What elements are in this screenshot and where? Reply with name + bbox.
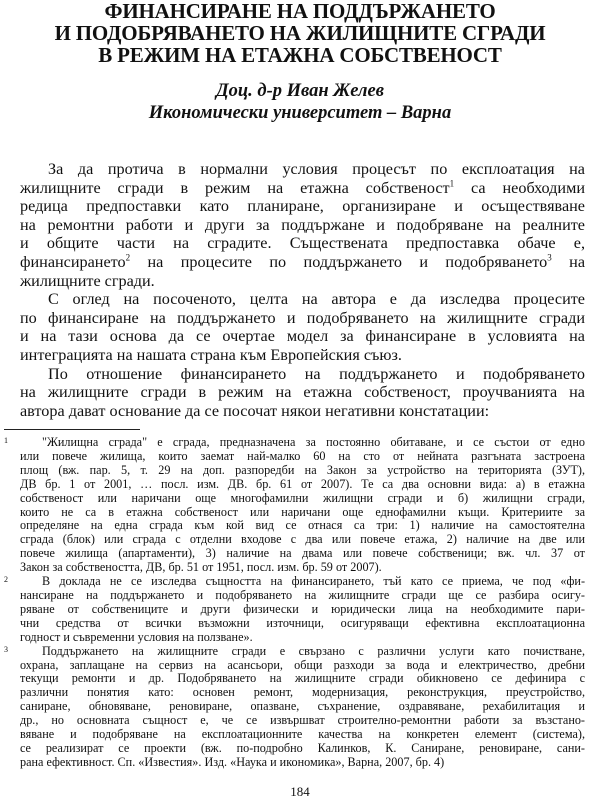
text-line: на ремонтни работи и други за поддържане и подобряване на реалните xyxy=(20,215,585,234)
footnote-line: които не са в етажна собственост или наричани още еднофамилни къщи. Критериите за xyxy=(20,504,585,519)
footnote-ref: 3 xyxy=(547,252,552,263)
text-fragment: на xyxy=(569,252,586,271)
footnote-number: 2 xyxy=(4,575,8,585)
title-line: В РЕЖИМ НА ЕТАЖНА СОБСТВЕНОСТ xyxy=(98,43,502,67)
text-fragment: жилищните сгради в режим на етажна собственост xyxy=(20,178,450,197)
text-line: По отношение финансирането на поддържането и подобряването xyxy=(48,364,585,383)
footnote-line: вяване и подобряване на експлоатационните качества на конкретен елемент (система), xyxy=(20,727,585,742)
footnote-line: повече жилища (апартаменти), 3) наличие на двама или повече собственици; вж. чл. 37 от xyxy=(20,546,585,561)
author-block xyxy=(0,80,600,124)
footnote-line: текущи ремонти и др. Подобряването на жилищните сгради обикновено се дефинира с xyxy=(20,671,585,686)
footnote-line: рана ефективност. Сп. «Известия». Изд. «Наука и икономика», Варна, 2007, бр. 4) xyxy=(20,754,445,769)
footnote-line: др., но основната същност е, че се извършват строително-ремонтни работи за възстано- xyxy=(20,713,585,728)
text-fragment: на процесите по поддържането и подобряването xyxy=(147,252,548,271)
text-line xyxy=(20,253,585,272)
footnote-line: или повече жилища, които заемат най-малко 60 на сто от нейната разгъната застроена xyxy=(20,448,585,463)
footnote-ref: 1 xyxy=(449,178,455,189)
text-line xyxy=(20,179,585,198)
title-line: И ПОДОБРЯВАНЕТО НА ЖИЛИЩНИТЕ СГРАДИ xyxy=(54,21,546,45)
text-line: жилищните сгради. xyxy=(20,271,155,290)
footnote-line: сграда (блок) или сграда с отделни входове с два или повече етажа, 2) наличие на две или xyxy=(20,532,585,547)
text-line: по финансиране на поддържането и подобряването на жилищните сгради xyxy=(20,308,585,327)
author-affiliation: Икономически университет – Варна xyxy=(148,103,452,123)
footnote-line: ДВ бр. 1 от 2001, … посл. изм. ДВ. бр. 61 от 2007). Те са два основни вида: а) в етажна xyxy=(20,476,585,491)
footnote-ref: 2 xyxy=(125,252,131,263)
paper-title xyxy=(14,0,586,66)
footnote-line: площ (вж. пар. 5, т. 29 на доп. разпоредби на Закон за устройство на територията (ЗУТ), xyxy=(20,462,585,477)
footnote-line: собственост или наричани още многофамилни жилищни сгради и б) жилищни сгради, xyxy=(20,490,585,505)
footnote-line: охрана, заплащане на сервиз на асансьори, общи разходи за вода и електричество, дребни xyxy=(20,657,585,672)
footnote-number: 1 xyxy=(4,436,8,445)
footnote-line: нансиране на поддържането и подобряването на жилищните сгради ще се разбира осигу- xyxy=(20,587,585,602)
footnote-line: ряване от собствениците и други физически и юридически лица на необходимите пари- xyxy=(20,601,585,616)
text-line: на жилищните сгради в режим на етажна собственост, проучванията на xyxy=(20,383,585,402)
paragraph xyxy=(20,290,585,364)
text-line: и на тази основа да се очертае модел за финансиране в условията на xyxy=(20,327,585,346)
text-line: С оглед на посоченото, целта на автора е да изследва процесите xyxy=(48,290,585,309)
footnote xyxy=(0,436,585,575)
footnotes xyxy=(0,436,585,770)
footnote-line: се реализират се проекти (вж. по-подробно Калинков, К. Саниране, реновиране, сани- xyxy=(20,740,585,755)
footnote-line: саниране, обновяване, реновиране, опазване, съхранение, оздравяване, рехабилитация и xyxy=(20,699,585,714)
footnote-line: чни средства от всички възможни източници, осигуряващи ефективна експлоатационна xyxy=(20,615,585,630)
title-line: ФИНАНСИРАНЕ НА ПОДДЪРЖАНЕТО xyxy=(104,0,496,23)
text-line: редица предпоставки като планиране, организиране и осъществяване xyxy=(20,197,585,216)
footnote-line: различни понятия като: основен ремонт, модернизация, реконструкция, преустройство, xyxy=(20,685,585,700)
footnote-line: В доклада не се изследва същността на финансирането, тъй като се приема, че под «фи- xyxy=(42,574,585,589)
footnote-line: годност и съвременни условия на ползване». xyxy=(20,629,253,644)
paragraph xyxy=(20,160,585,290)
footnote-line: Закон за собствеността, ДВ, бр. 51 от 1951, посл. изм. бр. 59 от 2007). xyxy=(20,560,382,575)
paragraph xyxy=(20,365,585,421)
text-line: и общите части на сградите. Съществената предпоставка обаче е, xyxy=(20,234,585,253)
footnote xyxy=(0,645,585,770)
text-line: интеграцията на нашата страна към Европейския съюз. xyxy=(20,345,402,364)
body-text xyxy=(20,160,585,420)
text-fragment: финансирането xyxy=(20,252,126,271)
footnote xyxy=(0,575,585,645)
page-number: 184 xyxy=(290,784,310,799)
text-line: За да протича в нормални условия процесът по експлоатация на xyxy=(48,160,585,178)
footnote-line: определяне на една сграда към кой вид се отнася са три: 1) наличие на самостоятелна xyxy=(20,518,585,533)
author-name: Доц. д-р Иван Желев xyxy=(215,81,385,101)
text-fragment: са необходими xyxy=(471,178,585,197)
footnote-separator xyxy=(4,429,140,430)
footnote-line: Поддържането на жилищните сгради е свързано с различни услуги като почистване, xyxy=(42,643,585,658)
footnote-line: "Жилищна сграда" е сграда, предназначена за постоянно обитаване, и се състои от едно xyxy=(42,435,585,449)
footnote-number: 3 xyxy=(4,644,8,654)
text-line: автора дават основание да се посочат някои негативни констатации: xyxy=(20,401,490,420)
